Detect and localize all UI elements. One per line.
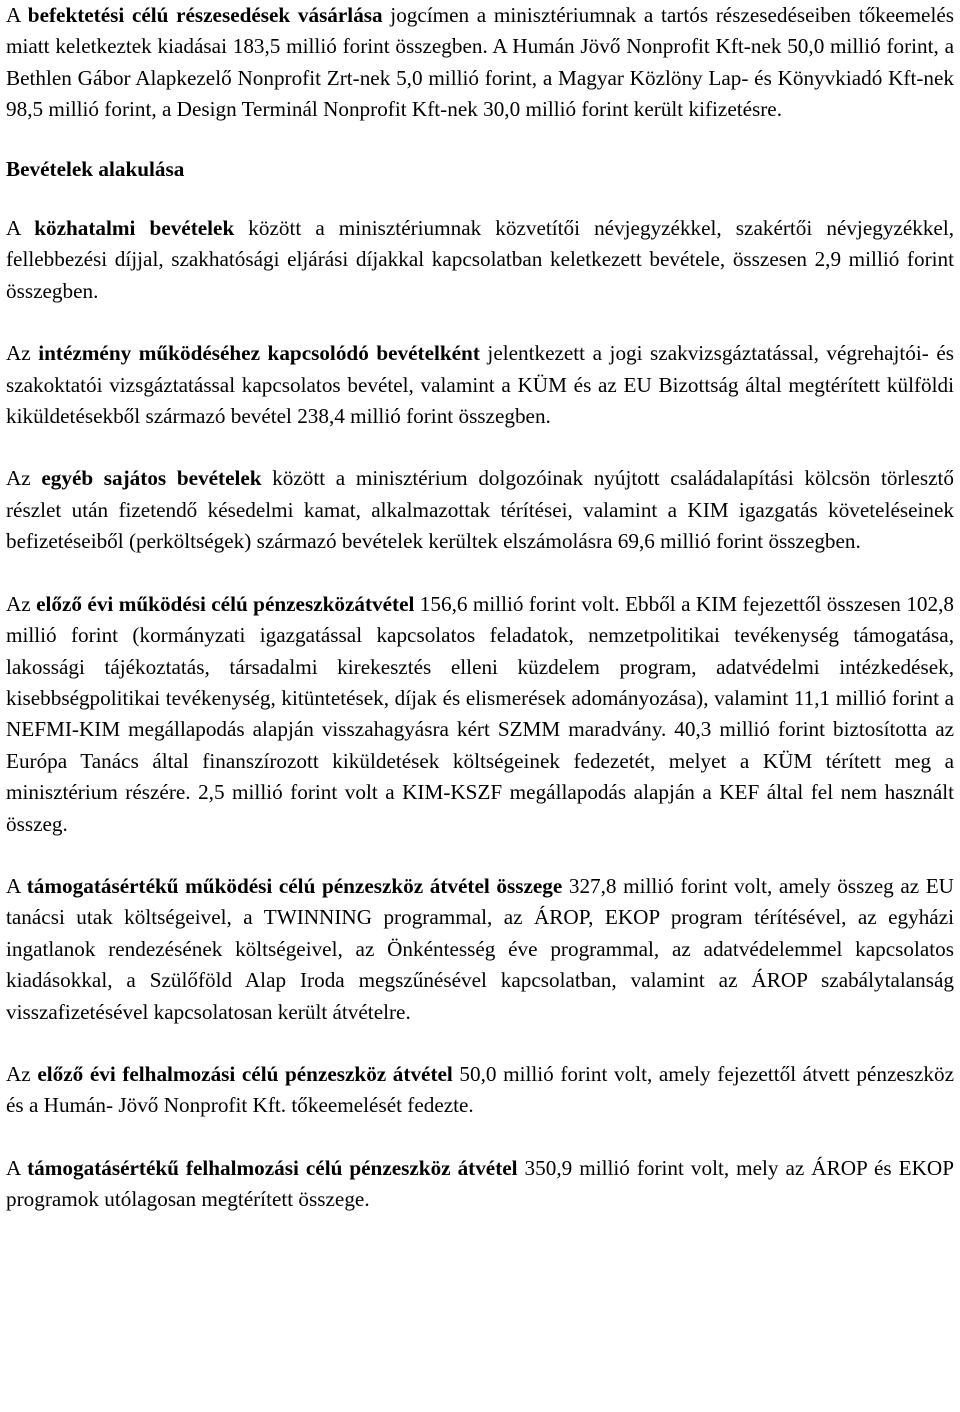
text-run: 50,0 millió forint volt, amely fejezettől átvett pénzeszköz és a Humán- Jövő Nonprofit Kft. tőkeemelését fedezte. (6, 1061, 954, 1118)
text-run: között a minisztérium dolgozóinak nyújtott családalapítási kölcsön törlesztő részlet után fizetendő késedelmi kamat, alkalmazottak térítései, valamint a KIM igazgatás követeléseinek befizetéseiből (perköltségek) származó bevételek kerültek elszámolásra 69,6 millió forint összegben. (6, 466, 954, 554)
bold-term: támogatásértékű felhalmozási célú pénzeszköz átvétel (27, 1155, 518, 1180)
paragraph-elozo-evi-mukodesi (6, 589, 954, 840)
text-run: jelentkezett a jogi szakvizsgáztatással, végrehajtói- és szakoktatói vizsgáztatással kapcsolatos bevétel, valamint a KÜM és az EU Bizottság által megtérített külföldi kiküldetésekből származó bevétel 238,4 millió forint összegben. (6, 341, 954, 429)
text-run: Az (6, 591, 37, 616)
bold-term: közhatalmi bevételek (34, 216, 235, 241)
text-run: Az (6, 341, 39, 366)
bold-term: előző évi működési célú pénzeszközátvétel (36, 591, 415, 616)
paragraph-intezmeny (6, 338, 954, 432)
section-heading: Bevételek alakulása (6, 156, 185, 181)
text-run: Az (6, 1061, 38, 1086)
text-run: A (6, 1155, 28, 1180)
bold-term: támogatásértékű működési célú pénzeszköz átvétel összege (26, 873, 563, 898)
text-run: jogcímen a minisztériumnak a tartós részesedéseiben tőkeemelés miatt keletkeztek kiadásai 183,5 millió forint összegben. A Humán Jövő Nonprofit Kft-nek 50,0 millió forint, a Bethlen Gábor Alapkezelő Nonprofit Zrt-nek 5,0 millió forint, a Magyar Közlöny Lap- és Könyvkiadó Kft-nek 98,5 millió forint, a Design Terminál Nonprofit Kft-nek 30,0 millió forint került kifizetésre. (6, 3, 954, 122)
paragraph-tamogatasertek-felhalmozasi (6, 1153, 954, 1216)
text-run: A (6, 873, 27, 898)
paragraph-kozhatalmi (6, 213, 954, 307)
text-run: 327,8 millió forint volt, amely összeg az EU tanácsi utak költségeivel, a TWINNING programmal, az ÁROP, EKOP program térítésével, az egyházi ingatlanok rendezésének költségeivel, az Önkéntesség éve programmal, az adatvédelemmel kapcsolatos kiadásokkal, a Szülőföld Alap Iroda megszűnésével kapcsolatban, valamint az ÁROP szabálytalanság visszafizetésével kapcsolatosan került átvételre. (6, 873, 954, 1024)
text-run: A (6, 3, 28, 27)
paragraph-befektetesi (6, 0, 954, 126)
bold-term: előző évi felhalmozási célú pénzeszköz átvétel (37, 1061, 453, 1086)
text-run: 350,9 millió forint volt, mely az ÁROP és EKOP programok utólagosan megtérített összege. (6, 1155, 954, 1212)
paragraph-egyeb-sajatos (6, 463, 954, 557)
bold-term: egyéb sajátos bevételek (41, 466, 262, 491)
text-run: Az (6, 466, 42, 491)
paragraph-elozo-evi-felhalmozasi (6, 1059, 954, 1122)
text-run: 156,6 millió forint volt. Ebből a KIM fejezettől összesen 102,8 millió forint (kormányzati igazgatással kapcsolatos feladatok, nemzetpolitikai tevékenység támogatása, lakossági tájékoztatás, társadalmi kirekesztés elleni küzdelem program, adatvédelmi intézkedések, kisebbségpolitikai tevékenység, kitüntetések, díjak és elismerések adományozása), valamint 11,1 millió forint a NEFMI-KIM megállapodás alapján visszahagyásra kért SZMM maradvány. 40,3 millió forint biztosította az Európa Tanács által finanszírozott kiküldetések költségeinek fedezetét, melyet a KÜM térített meg a minisztérium részére. 2,5 millió forint volt a KIM-KSZF megállapodás alapján a KEF által fel nem használt összeg. (6, 591, 954, 836)
bold-term: intézmény működéséhez kapcsolódó bevételként (38, 341, 480, 366)
text-run: között a minisztériumnak közvetítői névjegyzékkel, szakértői névjegyzékkel, fellebbezési díjjal, szakhatósági eljárási díjakkal kapcsolatban keletkezett bevétele, összesen 2,9 millió forint összegben. (6, 216, 954, 303)
paragraph-tamogatasertek-mukodesi (6, 871, 954, 1028)
bold-term: befektetési célú részesedések vásárlása (27, 3, 383, 27)
text-run: A (6, 216, 35, 241)
